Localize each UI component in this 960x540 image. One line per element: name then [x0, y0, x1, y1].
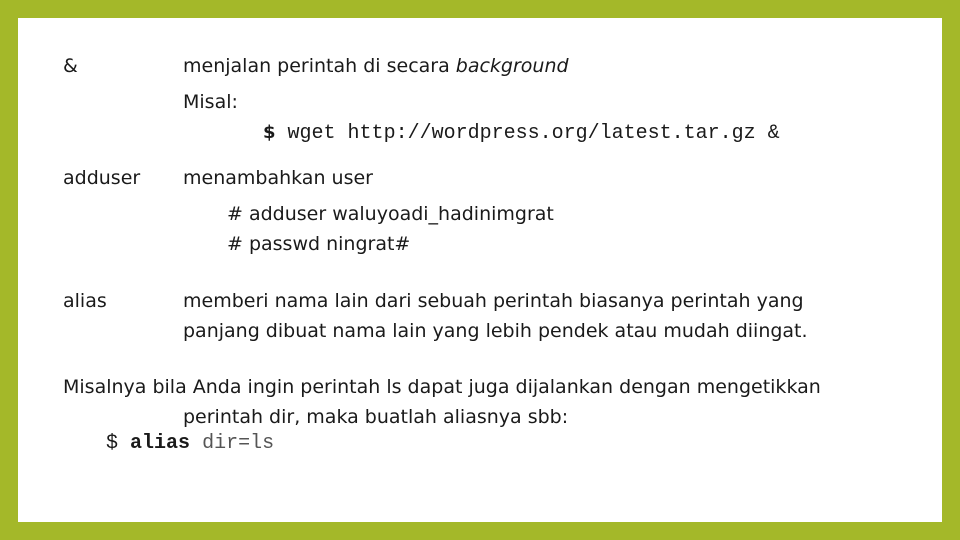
ampersand-description-text: menjalan perintah di secara: [183, 55, 456, 77]
closing-line-1: Misalnya bila Anda ingin perintah ls dapat juga dijalankan dengan mengetikkan: [63, 376, 821, 398]
closing-line-2: perintah dir, maka buatlah aliasnya sbb:: [183, 406, 569, 428]
example-command: wget http://wordpress.org/latest.tar.gz &: [287, 122, 780, 145]
alias-code-line: [106, 432, 274, 456]
ampersand-description-italic: background: [455, 55, 569, 77]
adduser-description: menambahkan user: [183, 167, 373, 189]
example-command-line: [263, 121, 780, 146]
slide: [18, 18, 942, 522]
example-prompt: $: [263, 122, 276, 143]
ampersand-description: [183, 54, 569, 78]
term-adduser: adduser: [63, 167, 141, 189]
term-alias: alias: [63, 290, 107, 312]
alias-code-prompt: $: [106, 432, 119, 455]
alias-description-line-1: memberi nama lain dari sebuah perintah biasanya perintah yang: [183, 290, 804, 312]
alias-code-keyword: alias: [130, 432, 191, 455]
alias-code-rest: dir=ls: [202, 432, 275, 455]
term-ampersand: &: [63, 55, 78, 77]
alias-description-line-2: panjang dibuat nama lain yang lebih pendek atau mudah diingat.: [183, 320, 808, 342]
example-label: Misal:: [183, 91, 238, 113]
adduser-command-1: # adduser waluyoadi_hadinimgrat: [227, 203, 554, 225]
adduser-command-2: # passwd ningrat#: [227, 233, 411, 255]
